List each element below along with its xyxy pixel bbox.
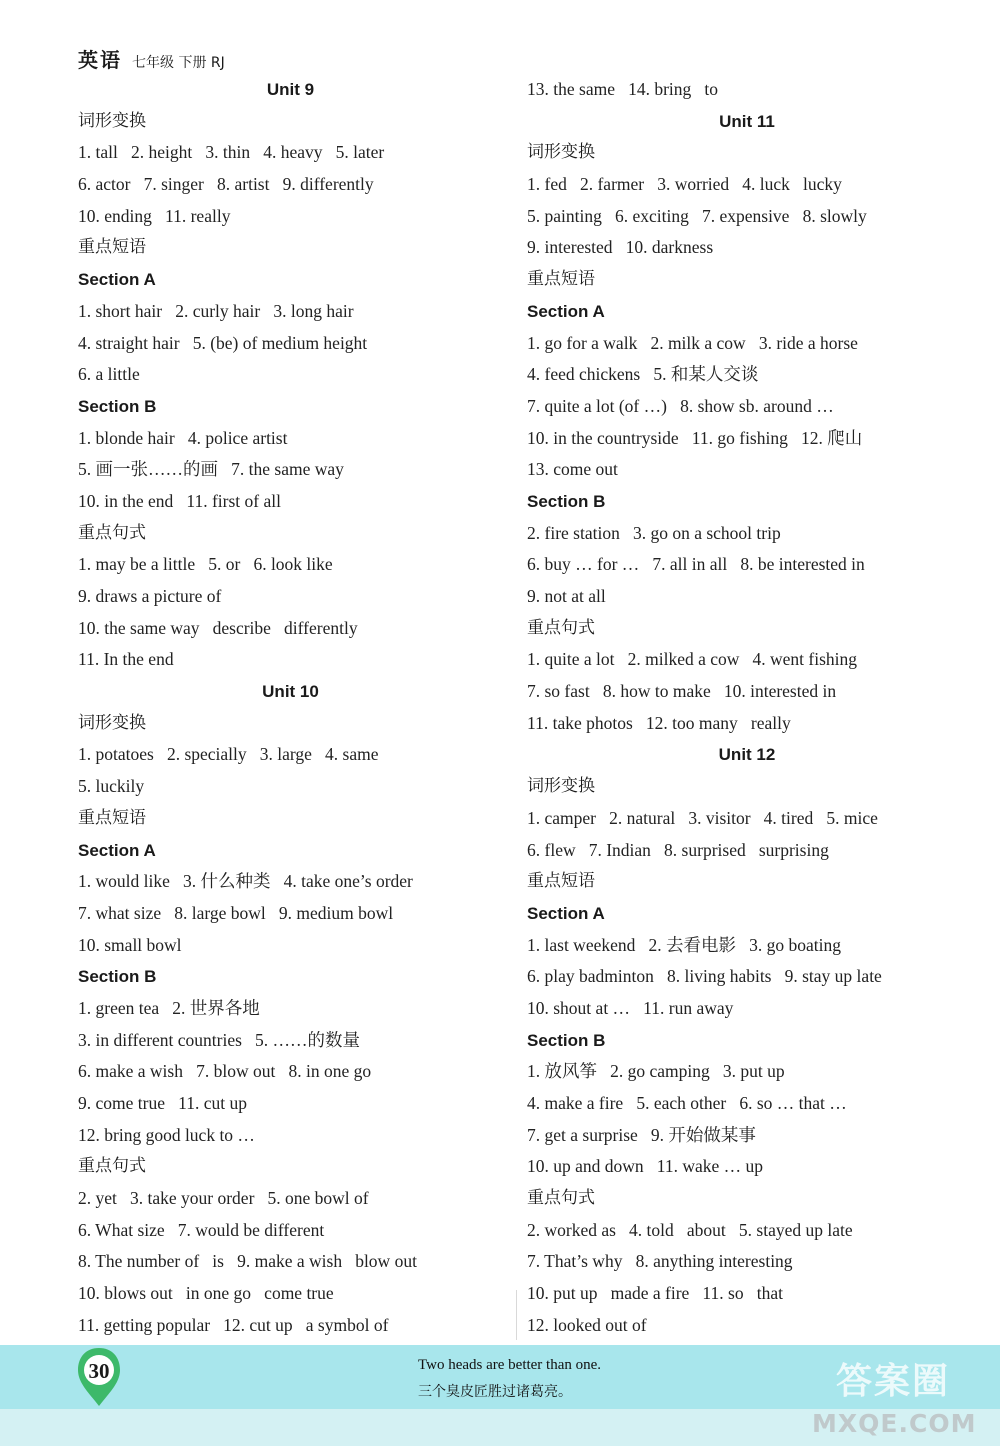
answer-line: 6. play badminton 8. living habits 9. stay up late [527,966,882,987]
answer-line: 9. interested 10. darkness [527,237,714,258]
answer-line: 6. buy … for … 7. all in all 8. be interested in [527,554,865,575]
unit-heading: Unit 11 [719,111,775,131]
answer-line: 11. getting popular 12. cut up a symbol of [78,1314,389,1335]
answer-line: 6. What size 7. would be different [78,1219,325,1240]
answer-line: 1. short hair 2. curly hair 3. long hair [78,300,354,321]
answer-line: 4. make a fire 5. each other 6. so … that … [527,1093,847,1113]
section-heading: Section B [78,967,157,987]
answer-line: 9. come true 11. cut up [78,1093,247,1113]
category-heading: 重点句式 [527,1188,595,1209]
answer-line: 7. That’s why 8. anything interesting [527,1251,793,1272]
answer-line: 10. shout at … 11. run away [527,997,734,1018]
answer-line: 5. luckily [78,776,145,797]
category-heading: 重点短语 [78,807,146,828]
answer-line: 1. 放风筝 2. go camping 3. put up [527,1061,785,1082]
category-heading: 重点句式 [78,1156,146,1177]
answer-line: 1. last weekend 2. 去看电影 3. go boating [527,934,841,955]
answer-line: 10. small bowl [78,934,182,955]
section-heading: Section A [78,270,156,290]
answer-line: 10. up and down 11. wake … up [527,1156,764,1177]
answer-line: 4. straight hair 5. (be) of medium height [78,332,368,353]
answer-line: 10. the same way describe differently [78,617,358,638]
left-column [78,74,503,1342]
unit-heading: Unit 12 [718,745,776,765]
category-heading: 词形变换 [527,142,595,163]
category-heading: 词形变换 [527,776,595,797]
answer-line: 10. put up made a fire 11. so that [527,1283,783,1304]
section-heading: Section A [78,840,156,860]
answer-line: 13. the same 14. bring to [527,79,719,99]
answer-line: 2. fire station 3. go on a school trip [527,522,781,543]
answer-line: 12. looked out of [527,1314,647,1335]
answer-line: 9. not at all [527,586,606,606]
page-number: 30 [88,1359,110,1383]
answer-line: 1. tall 2. height 3. thin 4. heavy 5. later [78,142,385,163]
answer-line: 9. draws a picture of [78,586,222,606]
answer-line: 1. green tea 2. 世界各地 [78,997,260,1018]
answer-line: 4. feed chickens 5. 和某人交谈 [527,364,759,385]
category-heading: 词形变换 [78,712,146,733]
answer-line: 13. come out [527,459,618,480]
answer-line: 7. quite a lot (of …) 8. show sb. around … [527,395,834,416]
answer-line: 1. fed 2. farmer 3. worried 4. luck lucky [527,174,842,195]
grade-label: 七年级 下册 RJ [132,55,225,71]
answer-line: 1. may be a little 5. or 6. look like [78,554,333,575]
answer-line: 6. actor 7. singer 8. artist 9. differently [78,174,374,195]
answer-line: 6. make a wish 7. blow out 8. in one go [78,1061,372,1082]
answer-line: 12. bring good luck to … [78,1124,255,1145]
section-heading: Section B [527,491,606,511]
answer-line: 1. quite a lot 2. milked a cow 4. went fishing [527,649,858,670]
answer-line: 1. camper 2. natural 3. visitor 4. tired 5. mice [527,807,878,828]
answer-line: 2. worked as 4. told about 5. stayed up late [527,1219,853,1240]
answer-line: 11. take photos 12. too many really [527,712,791,733]
unit-heading: Unit 9 [266,80,315,99]
answer-line: 10. in the end 11. first of all [78,490,281,511]
answer-line: 7. get a surprise 9. 开始做某事 [527,1124,756,1145]
section-heading: Section B [78,396,157,416]
answer-line: 7. what size 8. large bowl 9. medium bowl [78,902,394,923]
answer-line: 6. flew 7. Indian 8. surprised surprising [527,839,829,860]
answer-line: 10. blows out in one go come true [78,1283,334,1304]
answer-line: 11. In the end [78,649,174,670]
answer-line: 5. 画一张……的画 7. the same way [78,459,344,480]
right-column [527,74,967,1342]
category-heading: 重点句式 [78,522,146,543]
subject-label: 英语 [78,48,122,72]
answer-line: 1. blonde hair 4. police artist [78,427,288,448]
answer-line: 10. ending 11. really [78,205,231,226]
answer-line: 6. a little [78,364,140,385]
answer-line: 1. would like 3. 什么种类 4. take one’s order [78,871,413,892]
column-divider [516,1290,517,1340]
answer-line: 10. in the countryside 11. go fishing 12. 爬山 [527,427,863,448]
proverb-chinese: 三个臭皮匠胜过诸葛亮。 [418,1384,572,1400]
category-heading: 重点短语 [527,269,595,290]
category-heading: 重点句式 [527,617,595,638]
answer-line: 7. so fast 8. how to make 10. interested in [527,681,837,702]
category-heading: 重点短语 [78,237,146,258]
category-heading: 重点短语 [527,871,595,892]
proverb-english: Two heads are better than one. [418,1357,602,1373]
answer-line: 3. in different countries 5. ……的数量 [78,1029,361,1050]
page-header [78,44,225,70]
section-heading: Section A [527,301,605,321]
watermark-logo: 答案圈 [836,1361,951,1402]
section-heading: Section A [527,903,605,923]
answer-line: 2. yet 3. take your order 5. one bowl of [78,1188,369,1209]
category-heading: 词形变换 [78,110,146,131]
unit-heading: Unit 10 [262,682,319,702]
answer-line: 1. go for a walk 2. milk a cow 3. ride a horse [527,332,858,353]
answer-line: 1. potatoes 2. specially 3. large 4. same [78,744,379,765]
answer-line: 5. painting 6. exciting 7. expensive 8. slowly [527,205,867,226]
answer-line: 8. The number of is 9. make a wish blow out [78,1251,417,1272]
section-heading: Section B [527,1030,606,1050]
watermark-url: MXQE.COM [812,1409,977,1438]
page-footer [0,1345,1000,1446]
